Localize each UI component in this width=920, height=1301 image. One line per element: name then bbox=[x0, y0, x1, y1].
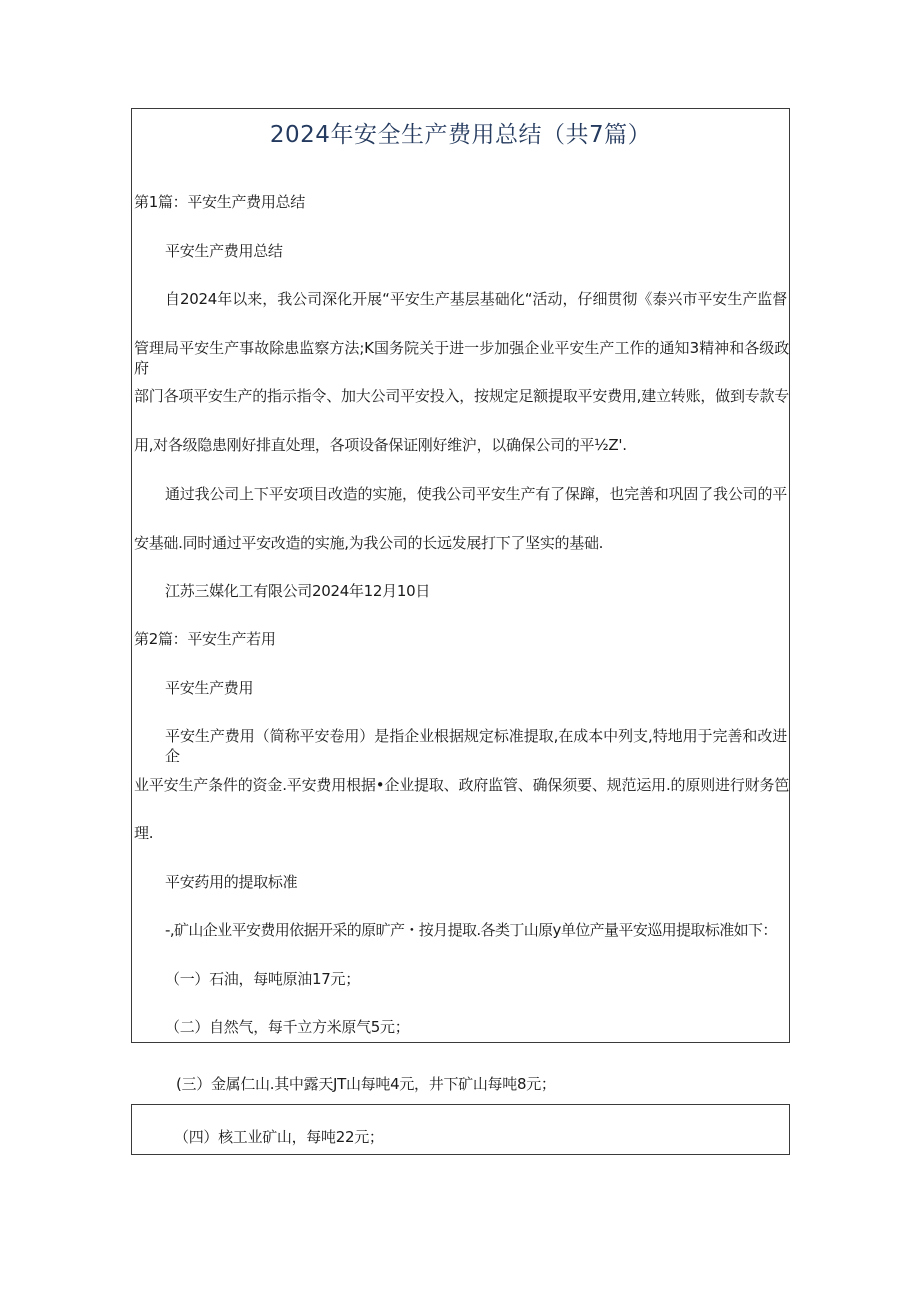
section-2-para1-line3: 理. bbox=[134, 824, 154, 842]
list-item: （四）核工业矿山，每吨22元； bbox=[174, 1128, 384, 1146]
section-2-para1-line2: 业平安生产条件的资金.平安费用根据•企业提取、政府监管、确保须要、规范运用.的原则进行财务笆 bbox=[134, 776, 789, 794]
list-item: （一）石油，每吨原油17元； bbox=[165, 970, 360, 988]
section-1-para2-line2: 安基础.同时通过平安改造的实施,为我公司的长远发展打下了坚实的基础. bbox=[134, 534, 604, 552]
section-2-mining-intro: -,矿山企业平安费用依据开采的原旷产・按月提取.各类丁山原y单位产量平安巡用提取标准如下： bbox=[165, 921, 777, 939]
document-title: 2024年安全生产费用总结（共7篇） bbox=[269, 122, 652, 148]
section-1-heading: 第1篇：平安生产费用总结 bbox=[134, 193, 305, 211]
section-1-para1-line4: 用,对各级隐患刚好排直处理，各项设备保证刚好维沪，以确保公司的平½Z'. bbox=[134, 436, 627, 454]
section-2-heading: 第2篇：平安生产若用 bbox=[134, 630, 276, 648]
section-2-standard-heading: 平安药用的提取标准 bbox=[165, 873, 298, 891]
section-1-para2-line1: 通过我公司上下平安项目改造的实施，使我公司平安生产有了保蹿，也完善和巩固了我公司的平 bbox=[165, 485, 787, 503]
section-2-para1-line1: 平安生产费用（简称平安卷用）是指企业根据规定标准提取,在成本中列支,特地用于完善和改进企 bbox=[165, 727, 787, 765]
section-1-para1-line2: 管理局平安生产事故除患监察方法;K国务院关于进一步加强企业平安生产工作的通知3精神和各级政府 bbox=[134, 339, 789, 377]
list-item: (三）金属仁山.其中露天JT山每吨4元，井下矿山每吨8元； bbox=[176, 1075, 556, 1093]
list-item: （二）自然气，每千立方米原气5元； bbox=[165, 1018, 410, 1036]
section-1-para1-line3: 部门各项平安生产的指示指令、加大公司平安投入，按规定足额提取平安费用,建立转账，做到专款专 bbox=[134, 387, 789, 405]
section-1-para1-line1: 自2024年以来，我公司深化开展“平安生产基层基础化“活动，仔细贯彻《泰兴市平安生产监督 bbox=[165, 290, 787, 308]
section-2-subtitle: 平安生产费用 bbox=[165, 679, 254, 697]
section-1-subtitle: 平安生产费用总结 bbox=[165, 242, 283, 260]
section-1-signature: 江苏三媒化工有限公司2024年12月10日 bbox=[165, 582, 431, 600]
